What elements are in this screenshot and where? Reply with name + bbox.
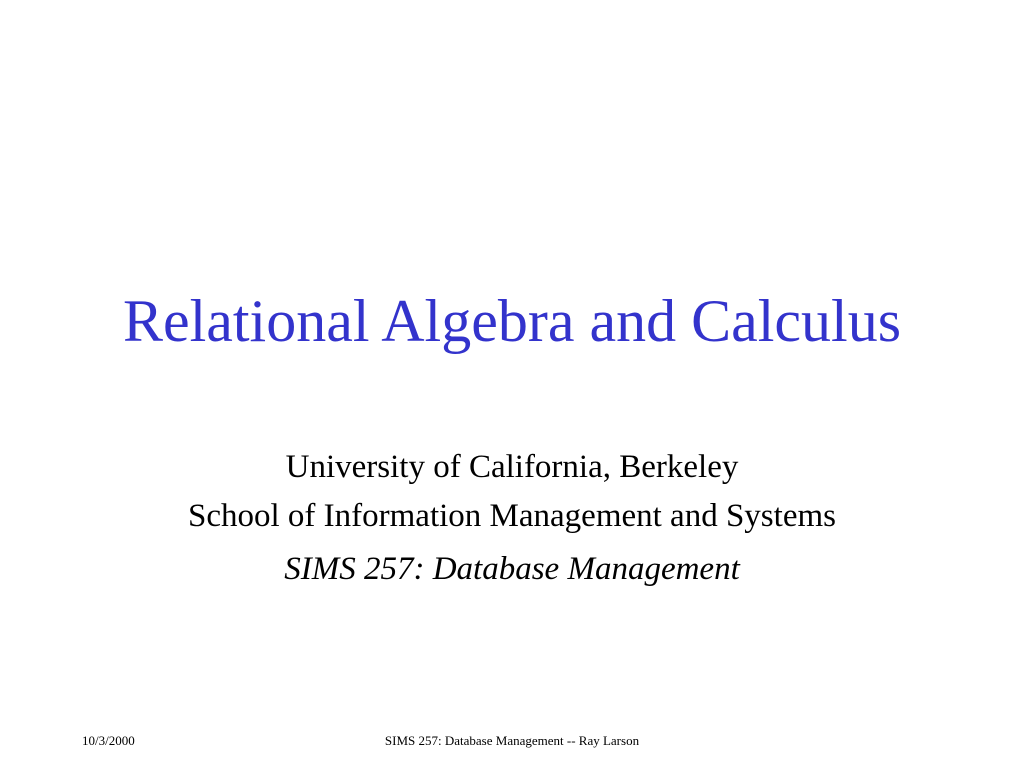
subtitle-line-university: University of California, Berkeley [285,449,739,485]
footer-course-author: SIMS 257: Database Management -- Ray Larson [384,733,640,748]
slide-subtitle [150,442,874,594]
subtitle-line-school: School of Information Management and Systems [188,498,836,534]
subtitle-line-course: SIMS 257: Database Management [284,551,740,587]
slide-title: Relational Algebra and Calculus [122,288,902,354]
footer-date: 10/3/2000 [82,733,135,748]
